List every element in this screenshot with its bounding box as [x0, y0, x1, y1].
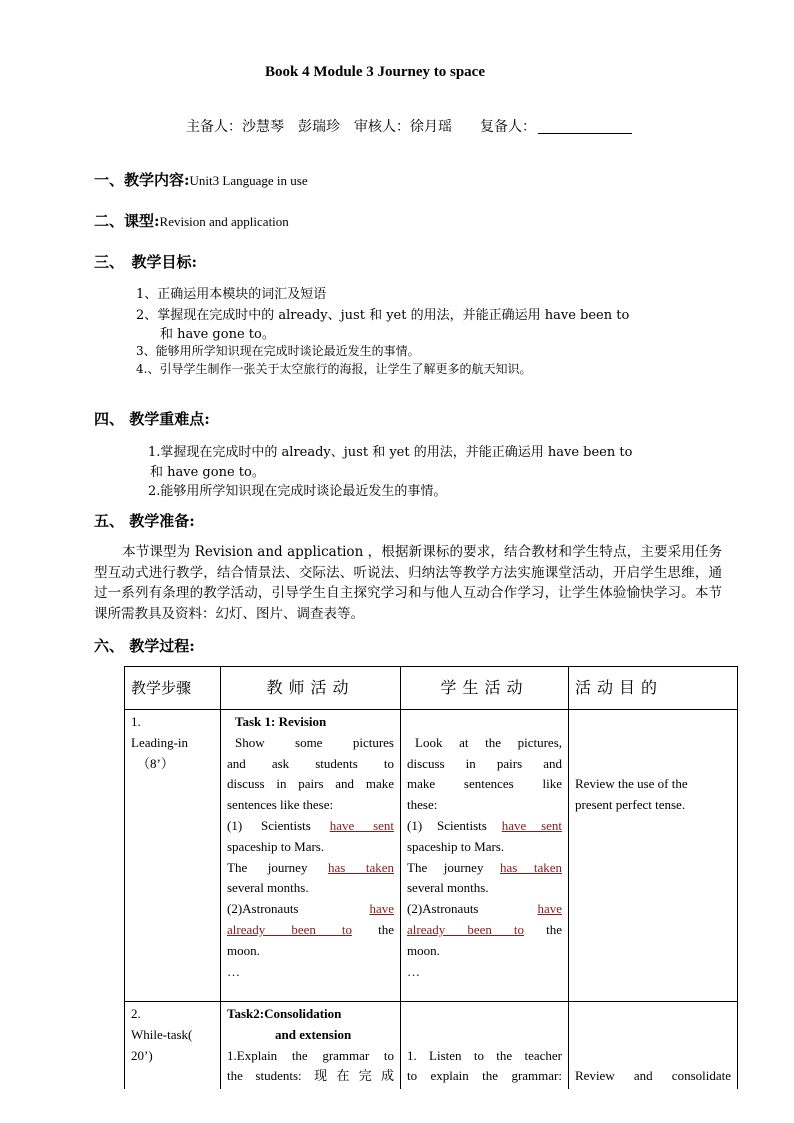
objective-item: 1、正确运用本模块的词汇及短语 [136, 287, 327, 302]
row2-teacher [221, 1002, 401, 1090]
student-line: … [407, 963, 420, 979]
student-line: (2)Astronauts have [407, 901, 562, 917]
step-number: 2. [131, 1006, 141, 1021]
header-step: 教学步骤 [125, 667, 221, 710]
table-header-row [125, 667, 738, 710]
student-line: to explain the grammar: [407, 1068, 562, 1084]
purpose-line: present perfect tense. [575, 797, 686, 813]
student-line: Look at the pictures, [415, 734, 562, 750]
header-teacher: 教师活动 [221, 667, 401, 710]
section-process-heading: 六、 教学过程: [94, 637, 195, 655]
table-row [125, 1002, 738, 1090]
section-lesson-type-value: Revision and application [159, 214, 289, 229]
teacher-line: and ask students to [227, 755, 394, 771]
reviewer-blank [538, 119, 632, 134]
teacher-line: The journey has taken [227, 859, 394, 875]
task-title: and extension [275, 1026, 352, 1042]
student-line: moon. [407, 942, 440, 958]
objective-item: 和 have gone to。 [160, 327, 275, 342]
teacher-line: moon. [227, 942, 260, 958]
row1-teacher [221, 710, 401, 1002]
row2-student [401, 1002, 569, 1090]
student-line: (1) Scientists have sent [407, 817, 563, 833]
section-content-label: 一、教学内容: [94, 171, 190, 189]
student-line: make sentences like [407, 776, 562, 792]
row1-purpose [569, 710, 738, 1002]
task-title: Task 1: Revision [235, 714, 327, 729]
header-purpose: 活动目的 [569, 667, 738, 710]
student-line: 1. Listen to the teacher [407, 1047, 562, 1063]
step-name: Leading-in [131, 734, 189, 750]
section-preparation-heading: 五、 教学准备: [94, 512, 195, 530]
teacher-line: several months. [227, 880, 309, 896]
teacher-line: (2)Astronauts have [227, 901, 394, 917]
teacher-line: discuss in pairs and make [227, 776, 394, 792]
section-objectives-heading: 三、 教学目标: [94, 253, 198, 271]
page-title: Book 4 Module 3 Journey to space [264, 64, 485, 80]
teacher-line: spaceship to Mars. [227, 838, 325, 854]
key-point-item: 和 have gone to。 [150, 465, 265, 480]
teacher-line: sentences like these: [227, 797, 334, 813]
teacher-line: (1) Scientists have sent [227, 817, 395, 833]
purpose-line: Review and consolidate [575, 1068, 731, 1084]
process-table [124, 666, 738, 1089]
preparation-text: 本节课型为 Revision and application ，根据新课标的要求，结合教材和学生特点，主要采用任务型互动式进行教学，结合情景法、交际法、听说法、归纳法等教学方法实施课堂活动，开启学生思维，通过一系列有条理的教学活动，引导学生自主探究学习和与他人互动合作学习，让学生体验愉快学习。本节课所需教具及资料：幻灯、图片、调查表等。 [94, 544, 722, 623]
student-line: these: [407, 797, 438, 813]
step-number: 1. [131, 714, 141, 729]
student-line: The journey has taken [407, 859, 562, 875]
section-lesson-type-label: 二、课型: [94, 212, 160, 230]
preparers-line [186, 116, 632, 136]
table-row [125, 710, 738, 1002]
teacher-line: the students: 现在完成 [227, 1068, 394, 1084]
objective-item: 4.、引导学生制作一张关于太空旅行的海报，让学生了解更多的航天知识。 [136, 362, 532, 376]
teacher-line: … [227, 963, 240, 979]
row1-step [125, 710, 221, 1002]
teacher-line: already been to the [227, 921, 395, 937]
row2-step [125, 1002, 221, 1090]
key-point-item: 1.掌握现在完成时中的 already、just 和 yet 的用法，并能正确运用 have been to [148, 445, 633, 460]
student-line: already been to the [407, 921, 563, 937]
student-line: discuss in pairs and [407, 755, 562, 771]
task-title: Task2:Consolidation [227, 1006, 342, 1021]
header-student: 学生活动 [401, 667, 569, 710]
preparers-text: 主备人：沙慧琴 彭瑞珍 审核人：徐月瑶 复备人： [186, 119, 536, 135]
row2-purpose [569, 1002, 738, 1090]
step-time: 20’) [131, 1047, 153, 1063]
row1-student [401, 710, 569, 1002]
section-lesson-type [94, 210, 289, 231]
student-line: spaceship to Mars. [407, 838, 505, 854]
teacher-line: 1.Explain the grammar to [227, 1047, 394, 1063]
key-point-item: 2.能够用所学知识现在完成时谈论最近发生的事情。 [148, 484, 447, 499]
objective-item: 2、掌握现在完成时中的 already、just 和 yet 的用法，并能正确运用 have been to [136, 308, 630, 323]
section-key-points-heading: 四、 教学重难点: [94, 410, 210, 428]
section-content-value: Unit3 Language in use [189, 173, 308, 188]
step-name: While-task( [131, 1026, 193, 1042]
teacher-line: Show some pictures [235, 734, 394, 750]
objective-item: 3、能够用所学知识现在完成时谈论最近发生的事情。 [136, 344, 420, 358]
section-content [94, 169, 308, 190]
purpose-line: Review the use of the [575, 776, 688, 792]
preparation-paragraph [94, 542, 722, 625]
student-line: several months. [407, 880, 489, 896]
step-time: （8’） [137, 755, 174, 771]
